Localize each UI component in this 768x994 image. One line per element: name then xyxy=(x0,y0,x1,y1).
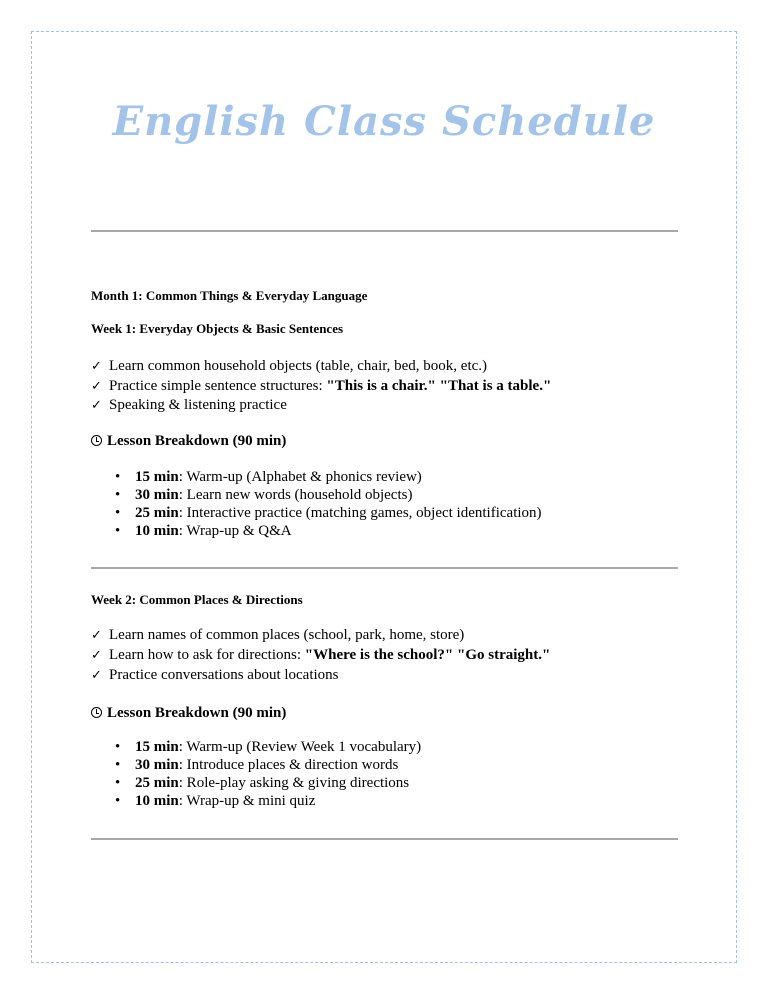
week2-check-1: ✓ Learn names of common places (school, park, home, store) xyxy=(91,627,465,643)
week2-check-2: ✓ Learn how to ask for directions: "Where is the school?" "Go straight." xyxy=(91,647,551,663)
week2-heading: Week 2: Common Places & Directions xyxy=(91,592,303,607)
check-mark-icon: ✓ xyxy=(91,379,102,394)
week1-check-2: ✓ Practice simple sentence structures: "This is a chair." "That is a table." xyxy=(91,378,552,394)
week1-check-1: ✓ Learn common household objects (table, chair, bed, book, etc.) xyxy=(91,358,488,374)
divider xyxy=(91,838,678,840)
page-title: English Class Schedule xyxy=(112,98,656,145)
bullet-dot-icon: • xyxy=(115,505,121,521)
week1-check-3: ✓ Speaking & listening practice xyxy=(91,397,287,413)
week1-breakdown-label: Lesson Breakdown (90 min) xyxy=(91,433,286,450)
bullet-dot-icon: • xyxy=(115,523,121,539)
bullet-dot-icon: • xyxy=(115,739,121,755)
clock-icon xyxy=(91,435,102,446)
bullet-dot-icon: • xyxy=(115,469,121,485)
divider xyxy=(91,230,678,232)
week2-breakdown-label: Lesson Breakdown (90 min) xyxy=(91,705,286,722)
check-mark-icon: ✓ xyxy=(91,398,102,413)
divider xyxy=(91,567,678,569)
check-mark-icon: ✓ xyxy=(91,628,102,643)
bullet-dot-icon: • xyxy=(115,487,121,503)
clock-icon xyxy=(91,707,102,718)
check-mark-icon: ✓ xyxy=(91,359,102,374)
week2-check-3: ✓ Practice conversations about locations xyxy=(91,667,339,683)
bullet-dot-icon: • xyxy=(115,793,121,809)
bullet-dot-icon: • xyxy=(115,775,121,791)
bullet-dot-icon: • xyxy=(115,757,121,773)
week1-heading: Week 1: Everyday Objects & Basic Sentences xyxy=(91,321,344,336)
month-heading: Month 1: Common Things & Everyday Language xyxy=(91,288,368,303)
check-mark-icon: ✓ xyxy=(91,648,102,663)
check-mark-icon: ✓ xyxy=(91,668,102,683)
